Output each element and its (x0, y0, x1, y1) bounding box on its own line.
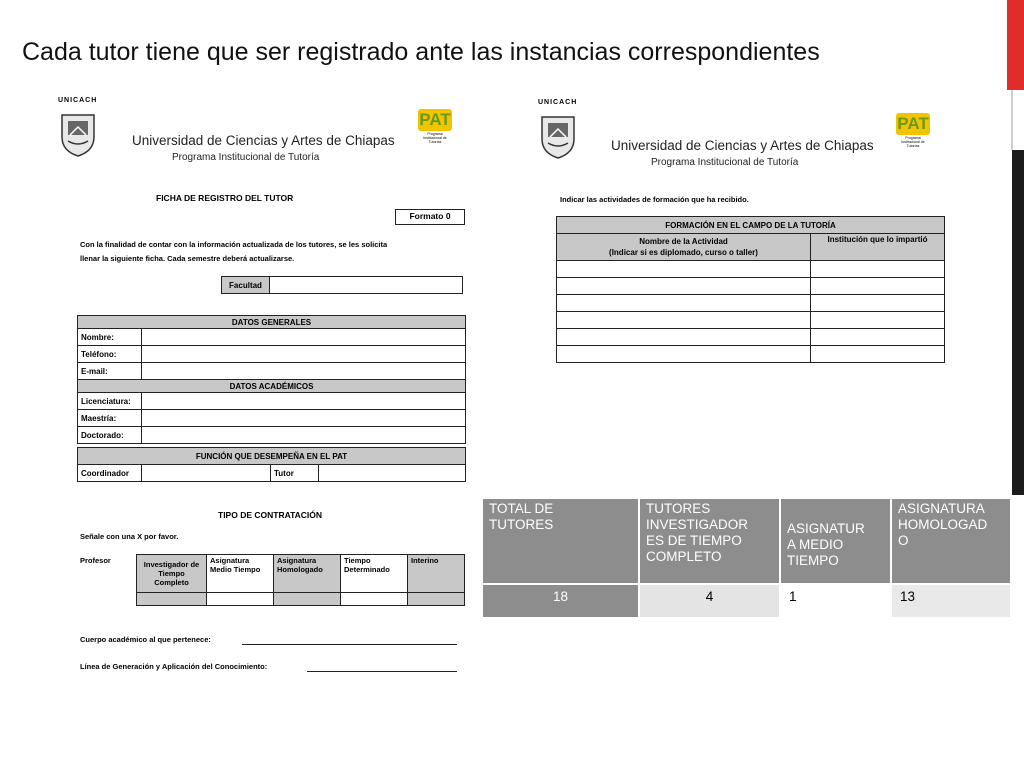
university-name: Universidad de Ciencias y Artes de Chiapas (132, 133, 395, 148)
contract-check-interim[interactable] (408, 593, 465, 606)
research-line-label: Línea de Generación y Aplicación del Conocimiento: (80, 662, 268, 671)
phd-field[interactable] (142, 427, 466, 444)
stats-header-line: TUTORES (489, 517, 554, 532)
pat-logo-mark: PAT (419, 110, 451, 129)
stats-value-homologated: 13 (892, 585, 1010, 617)
tutor-field[interactable] (319, 465, 466, 482)
contract-heading: TIPO DE CONTRATACIÓN (218, 510, 323, 520)
pat-logo (418, 109, 452, 149)
phd-label: Doctorado: (78, 427, 142, 444)
contract-option-full-time: Investigador de Tiempo Completo (137, 555, 207, 593)
contract-option-half-time: Asignatura Medio Tiempo (207, 555, 274, 593)
program-name: Programa Institucional de Tutoría (172, 152, 320, 163)
research-line-field[interactable] (307, 671, 457, 672)
academic-body-label: Cuerpo académico al que pertenece: (80, 635, 211, 644)
role-table (77, 447, 466, 482)
stats-header-line: TUTORES (646, 501, 711, 516)
edge-accent-gray (1011, 90, 1013, 150)
unicach-seal-icon (52, 101, 104, 159)
faculty-label: Facultad (222, 277, 270, 294)
coordinator-field[interactable] (142, 465, 271, 482)
activity-cell[interactable] (557, 278, 811, 295)
stats-value-full-time: 4 (640, 585, 779, 617)
stats-header-full-time (640, 499, 779, 583)
degree-field[interactable] (142, 393, 466, 410)
program-name: Programa Institucional de Tutoría (651, 157, 799, 168)
activity-cell[interactable] (557, 312, 811, 329)
stats-header-line: ASIGNATUR (787, 521, 865, 536)
professor-label: Profesor (80, 556, 111, 565)
pat-caption: Programa Institucional de Tutorías (423, 132, 447, 144)
pat-logo-mark: PAT (897, 114, 929, 133)
phone-label: Teléfono: (78, 346, 142, 363)
institution-header: Institución que lo impartió (811, 234, 945, 261)
stats-header-line: ASIGNATURA (898, 501, 985, 516)
contract-check-fixed-term[interactable] (341, 593, 408, 606)
coordinator-label: Coordinador (78, 465, 142, 482)
activity-cell[interactable] (557, 295, 811, 312)
training-instruction: Indicar las actividades de formación que ha recibido. (560, 195, 749, 204)
academic-data-header: DATOS ACADÉMICOS (78, 380, 466, 393)
activity-name-header-line-2: (Indicar si es diplomado, curso o taller) (609, 248, 758, 257)
name-label: Nombre: (78, 329, 142, 346)
contract-option-fixed-term: Tiempo Determinado (341, 555, 408, 593)
academic-body-line[interactable] (242, 644, 457, 645)
degree-label: Licenciatura: (78, 393, 142, 410)
general-data-header: DATOS GENERALES (78, 316, 466, 329)
email-field[interactable] (142, 363, 466, 380)
email-label: E-mail: (78, 363, 142, 380)
contract-type-table (136, 554, 465, 606)
stats-value-total: 18 (483, 585, 638, 617)
stats-value-half-time: 1 (781, 585, 890, 617)
pat-caption: Programa Institucional de Tutorías (901, 136, 925, 148)
tutor-label: Tutor (271, 465, 319, 482)
general-data-table (77, 315, 466, 444)
tutor-registration-form (50, 95, 475, 685)
activity-cell[interactable] (557, 346, 811, 363)
university-name: Universidad de Ciencias y Artes de Chiapas (611, 138, 874, 153)
institution-cell[interactable] (811, 346, 945, 363)
stats-header-line: TOTAL DE (489, 501, 554, 516)
faculty-field[interactable] (270, 277, 463, 294)
stats-header-line: ES DE TIEMPO (646, 533, 742, 548)
seal-text: UNICACH (538, 99, 578, 106)
format-box: Formato 0 (395, 209, 465, 225)
pat-logo (896, 113, 930, 153)
activity-name-header (557, 234, 811, 261)
intro-line-2: llenar la siguiente ficha. Cada semestre deberá actualizarse. (80, 254, 295, 263)
contract-check-homologated[interactable] (274, 593, 341, 606)
contract-check-full-time[interactable] (137, 593, 207, 606)
faculty-table (221, 276, 463, 294)
edge-accent-red (1007, 0, 1024, 90)
mark-instruction: Señale con una X por favor. (80, 532, 179, 541)
role-header: FUNCIÓN QUE DESEMPEÑA EN EL PAT (78, 448, 466, 465)
phone-field[interactable] (142, 346, 466, 363)
tutor-training-form (530, 95, 950, 385)
seal-text: UNICACH (58, 97, 98, 104)
training-table (556, 216, 945, 363)
masters-label: Maestría: (78, 410, 142, 427)
activity-name-header-line-1: Nombre de la Actividad (639, 237, 728, 246)
contract-option-interim: Interino (408, 555, 465, 593)
intro-line-1: Con la finalidad de contar con la información actualizada de los tutores, se les solicita (80, 240, 388, 249)
activity-cell[interactable] (557, 261, 811, 278)
contract-option-homologated: Asignatura Homologado (274, 555, 341, 593)
stats-header-total (483, 499, 638, 583)
activity-cell[interactable] (557, 329, 811, 346)
edge-accent-dark (1012, 150, 1024, 495)
stats-header-line: INVESTIGADOR (646, 517, 749, 532)
institution-cell[interactable] (811, 329, 945, 346)
contract-check-half-time[interactable] (207, 593, 274, 606)
stats-header-line: COMPLETO (646, 549, 722, 564)
form-heading: FICHA DE REGISTRO DEL TUTOR (156, 193, 294, 203)
institution-cell[interactable] (811, 278, 945, 295)
stats-header-homologated (892, 499, 1010, 583)
institution-cell[interactable] (811, 312, 945, 329)
stats-header-half-time (781, 499, 890, 583)
name-field[interactable] (142, 329, 466, 346)
training-table-header: FORMACIÓN EN EL CAMPO DE LA TUTORÍA (557, 217, 945, 234)
masters-field[interactable] (142, 410, 466, 427)
institution-cell[interactable] (811, 295, 945, 312)
slide-title: Cada tutor tiene que ser registrado ante las instancias correspondientes (22, 38, 820, 66)
tutor-stats-table (481, 497, 1012, 619)
stats-header-line: HOMOLOGAD (898, 517, 988, 532)
unicach-seal-icon (532, 103, 584, 161)
stats-header-line: A MEDIO (787, 537, 844, 552)
stats-header-line: O (898, 533, 909, 548)
institution-cell[interactable] (811, 261, 945, 278)
stats-header-line: TIEMPO (787, 553, 839, 568)
